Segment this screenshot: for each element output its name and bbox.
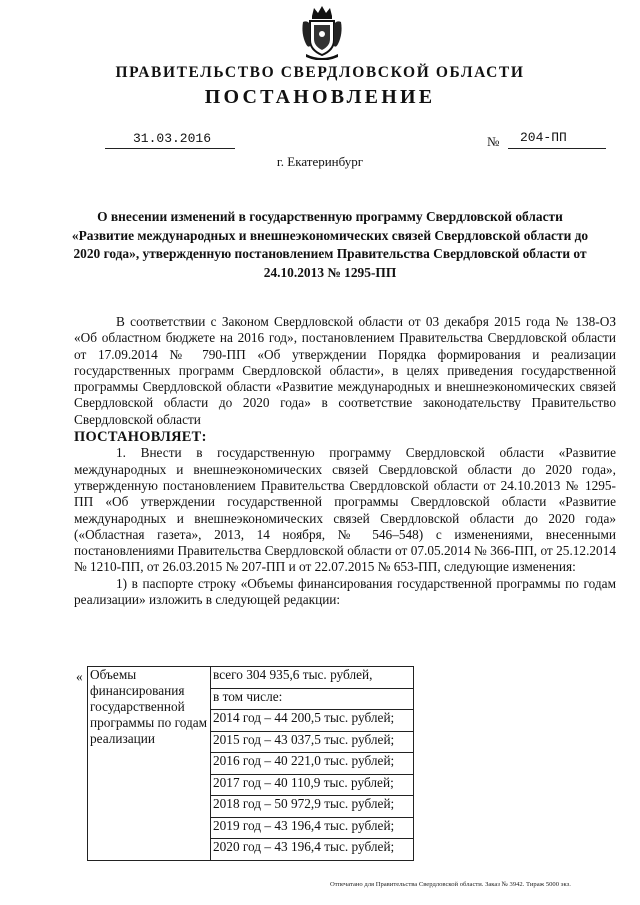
table-cell: 2014 год – 44 200,5 тыс. рублей; [211, 710, 414, 732]
decree-word: ПОСТАНОВЛЯЕТ: [74, 429, 207, 446]
document-number: 204-ПП [520, 130, 567, 145]
date-underline [105, 148, 235, 149]
table-cell: 2017 год – 40 110,9 тыс. рублей; [211, 774, 414, 796]
table-cell: 2020 год – 43 196,4 тыс. рублей; [211, 839, 414, 861]
preamble-paragraph: В соответствии с Законом Свердловской области от 03 декабря 2015 года № 138-ОЗ «Об областном бюджете на 2016 год», постановлением Правительства Свердловской области от 17.09.2014 № 790-ПП «Об утверждении Порядка формирования и реализации государственных программ Свердловской области», в целях приведения государственной программы Свердловской области «Развитие международных и внешнеэкономических связей Свердловской области до 2020 года» в соответствие законодательству Правительство Свердловской области [74, 314, 616, 427]
table-cell: всего 304 935,6 тыс. рублей, [211, 667, 414, 689]
city-line: г. Екатеринбург [276, 154, 364, 169]
table-cell: в том числе: [211, 688, 414, 710]
coat-of-arms-icon [300, 4, 344, 60]
table-cell: 2016 год – 40 221,0 тыс. рублей; [211, 753, 414, 775]
number-underline [508, 148, 606, 149]
government-title: ПРАВИТЕЛЬСТВО СВЕРДЛОВСКОЙ ОБЛАСТИ [115, 64, 525, 81]
document-date: 31.03.2016 [132, 131, 211, 146]
table-row [88, 667, 414, 689]
table-cell: 2019 год – 43 196,4 тыс. рублей; [211, 817, 414, 839]
table-cell: 2018 год – 50 972,9 тыс. рублей; [211, 796, 414, 818]
table-label-cell: Объемы финансирования государственной программы по годам реализации [88, 667, 211, 861]
passport-table [87, 666, 414, 861]
number-sign: № [487, 134, 500, 149]
item-1-paragraph: 1. Внести в государственную программу Свердловской области «Развитие международных и внешнеэкономических связей Свердловской области до 2020 года», утвержденную постановлением Правительства Свердловской области от 24.10.2013 № 1295-ПП «Об утверждении государственной программы Свердловской области «Развитие международных и внешнеэкономических связей Свердловской области до 2020 года» («Областная газета», 2013, 14 ноября, № 546–548) с изменениями, внесенными постановлениями Правительства Свердловской области от 07.05.2014 № 366-ПП, от 25.12.2014 № 1210-ПП, от 26.03.2015 № 207-ПП и от 22.07.2015 № 653-ПП, следующие изменения: [74, 445, 616, 575]
print-footer: Отпечатано для Правительства Свердловской области. Заказ № 3942. Тираж 5000 экз. [330, 881, 571, 888]
table-cell: 2015 год – 43 037,5 тыс. рублей; [211, 731, 414, 753]
opening-quote: « [76, 669, 83, 684]
item-1-1-paragraph: 1) в паспорте строку «Объемы финансирования государственной программы по годам реализации» изложить в следующей редакции: [74, 575, 616, 608]
document-heading: О внесении изменений в государственную программу Свердловской области «Развитие международных и внешнеэкономических связей Свердловской области до 2020 года», утвержденную постановлением Правительства Свердловской области от 24.10.2013 № 1295-ПП [71, 209, 589, 280]
document-body [74, 314, 616, 608]
document-type-title: ПОСТАНОВЛЕНИЕ [204, 86, 436, 108]
